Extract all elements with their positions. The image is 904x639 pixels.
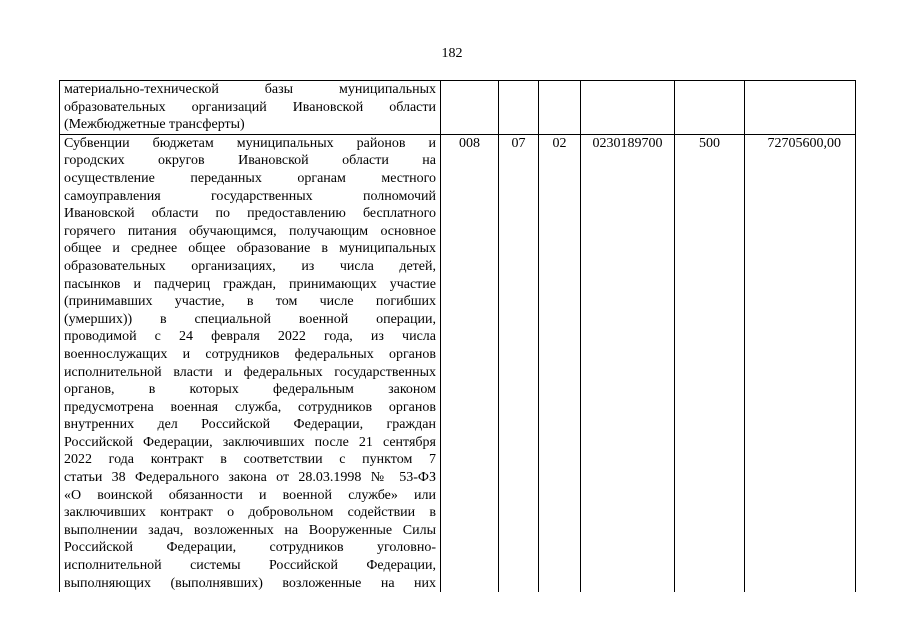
section-code-cell [499, 81, 539, 135]
description-line: (Межбюджетные трансферты) [64, 117, 245, 133]
description-line: внутренних дел Российской Федерации, граждан [64, 417, 436, 433]
description-line: Субвенции бюджетам муниципальных районов и [64, 135, 436, 151]
description-line: общее и среднее общее образование в муниципальных [64, 241, 436, 257]
description-line: (принимавших участие, в том числе погибших [64, 294, 436, 310]
section-code-cell: 07 [499, 134, 539, 592]
description-line: органов, в которых федеральным законом [64, 382, 436, 398]
expense-type-cell: 500 [675, 134, 745, 592]
description-line: Российской Федерации, заключивших после 21 сентября [64, 434, 436, 450]
amount-cell: 72705600,00 [745, 134, 856, 592]
budget-table [59, 80, 856, 592]
expense-type-cell [675, 81, 745, 135]
description-line: образовательных организаций Ивановской области [64, 99, 436, 115]
description-line: исполнительной власти и федеральных государственных [64, 364, 436, 380]
description-line: проводимой с 24 февраля 2022 года, из числа [64, 329, 436, 345]
description-line: осуществление переданных органам местного [64, 170, 436, 186]
description-line: городских округов Ивановской области на [64, 153, 436, 169]
description-line: пасынков и падчериц граждан, принимающих участие [64, 276, 436, 292]
description-line: военнослужащих и сотрудников федеральных органов [64, 346, 436, 362]
description-line: образовательных организациях, из числа детей, [64, 258, 436, 274]
description-line: «О воинской обязанности и военной службе» или [64, 487, 436, 503]
description-line: самоуправления государственных полномочий [64, 188, 436, 204]
ministry-code-cell [441, 81, 499, 135]
description-line: горячего питания обучающимся, получающим основное [64, 223, 436, 239]
ministry-code-cell: 008 [441, 134, 499, 592]
description-line: (умерших)) в специальной военной операции, [64, 311, 436, 327]
target-article-cell [581, 81, 675, 135]
row-description [60, 134, 441, 592]
subsection-code-cell [539, 81, 581, 135]
page-number: 182 [441, 46, 463, 61]
description-line: Ивановской области по предоставлению бесплатного [64, 206, 436, 222]
description-line: заключивших контракт о добровольном содействии в [64, 505, 436, 521]
table-row [60, 134, 856, 592]
description-line: выполнении задач, возложенных на Вооруженные Силы [64, 522, 436, 538]
table-row [60, 81, 856, 135]
description-line: Российской Федерации, сотрудников уголовно- [64, 540, 436, 556]
description-line: исполнительной системы Российской Федерации, [64, 558, 436, 574]
description-line: статьи 38 Федерального закона от 28.03.1998 № 53-ФЗ [64, 470, 436, 486]
description-line: 2022 года контракт в соответствии с пунктом 7 [64, 452, 436, 468]
description-line: предусмотрена военная служба, сотрудников органов [64, 399, 436, 415]
description-line: материально-технической базы муниципальных [64, 82, 436, 97]
subsection-code-cell: 02 [539, 134, 581, 592]
row-description [60, 81, 441, 135]
amount-cell [745, 81, 856, 135]
description-line: выполняющих (выполнявших) возложенные на них [64, 575, 436, 591]
target-article-cell: 0230189700 [581, 134, 675, 592]
